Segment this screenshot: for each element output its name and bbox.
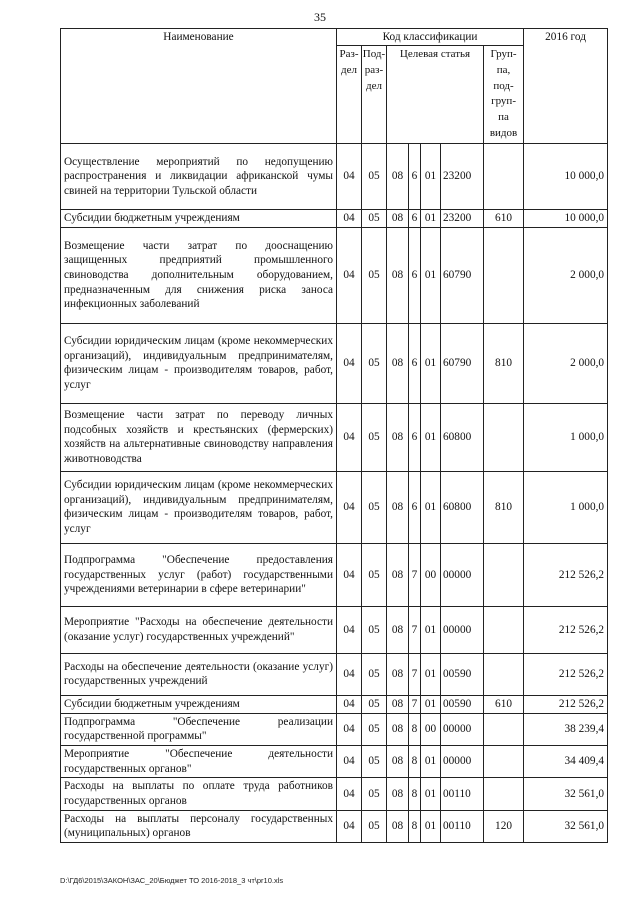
row-name: Осуществление мероприятий по недопущению распространения и ликвидации африканской чумы свиней на территории Тульской области bbox=[61, 144, 337, 210]
row-subsection: 05 bbox=[362, 471, 387, 543]
row-target-program: 08 bbox=[387, 543, 409, 606]
row-target-activity: 01 bbox=[421, 810, 441, 842]
row-section: 04 bbox=[337, 778, 362, 810]
row-target-direction: 00000 bbox=[441, 745, 484, 777]
row-target-direction: 00000 bbox=[441, 606, 484, 653]
row-target-subprogram: 7 bbox=[409, 695, 421, 713]
table-row bbox=[61, 713, 608, 745]
row-target-program: 08 bbox=[387, 471, 409, 543]
row-target-direction: 00110 bbox=[441, 810, 484, 842]
row-expense-group bbox=[484, 227, 524, 323]
row-name: Субсидии бюджетным учреждениям bbox=[61, 210, 337, 228]
row-target-program: 08 bbox=[387, 653, 409, 695]
row-target-activity: 01 bbox=[421, 323, 441, 403]
row-target-program: 08 bbox=[387, 778, 409, 810]
row-name: Подпрограмма "Обеспечение реализации государственной программы" bbox=[61, 713, 337, 745]
row-section: 04 bbox=[337, 606, 362, 653]
row-amount: 212 526,2 bbox=[524, 695, 608, 713]
row-section: 04 bbox=[337, 695, 362, 713]
row-target-activity: 01 bbox=[421, 653, 441, 695]
row-expense-group: 120 bbox=[484, 810, 524, 842]
table-row bbox=[61, 695, 608, 713]
table-row bbox=[61, 471, 608, 543]
row-target-program: 08 bbox=[387, 210, 409, 228]
row-target-direction: 23200 bbox=[441, 144, 484, 210]
row-target-program: 08 bbox=[387, 713, 409, 745]
row-target-program: 08 bbox=[387, 144, 409, 210]
row-target-subprogram: 8 bbox=[409, 745, 421, 777]
row-amount: 1 000,0 bbox=[524, 403, 608, 471]
row-amount: 212 526,2 bbox=[524, 606, 608, 653]
row-expense-group bbox=[484, 745, 524, 777]
row-expense-group bbox=[484, 653, 524, 695]
row-expense-group bbox=[484, 543, 524, 606]
table-row bbox=[61, 323, 608, 403]
row-target-direction: 00590 bbox=[441, 695, 484, 713]
table-row bbox=[61, 227, 608, 323]
row-target-activity: 01 bbox=[421, 210, 441, 228]
row-target-direction: 60790 bbox=[441, 227, 484, 323]
row-target-program: 08 bbox=[387, 403, 409, 471]
table-row bbox=[61, 745, 608, 777]
row-target-direction: 00000 bbox=[441, 543, 484, 606]
row-target-program: 08 bbox=[387, 695, 409, 713]
table-row bbox=[61, 144, 608, 210]
row-target-direction: 00110 bbox=[441, 778, 484, 810]
row-target-program: 08 bbox=[387, 227, 409, 323]
row-target-subprogram: 6 bbox=[409, 403, 421, 471]
row-expense-group bbox=[484, 713, 524, 745]
row-target-subprogram: 7 bbox=[409, 543, 421, 606]
row-target-subprogram: 8 bbox=[409, 713, 421, 745]
row-target-program: 08 bbox=[387, 606, 409, 653]
row-target-subprogram: 6 bbox=[409, 323, 421, 403]
row-target-direction: 60790 bbox=[441, 323, 484, 403]
row-target-direction: 00000 bbox=[441, 713, 484, 745]
row-subsection: 05 bbox=[362, 653, 387, 695]
header-section: Раз- дел bbox=[337, 45, 362, 144]
row-amount: 2 000,0 bbox=[524, 227, 608, 323]
row-name: Расходы на выплаты персоналу государственных (муниципальных) органов bbox=[61, 810, 337, 842]
row-target-activity: 00 bbox=[421, 713, 441, 745]
row-target-subprogram: 7 bbox=[409, 606, 421, 653]
row-section: 04 bbox=[337, 323, 362, 403]
page-number: 35 bbox=[314, 10, 326, 24]
row-amount: 212 526,2 bbox=[524, 543, 608, 606]
row-amount: 10 000,0 bbox=[524, 144, 608, 210]
row-target-direction: 60800 bbox=[441, 403, 484, 471]
row-target-direction: 00590 bbox=[441, 653, 484, 695]
row-amount: 32 561,0 bbox=[524, 778, 608, 810]
row-section: 04 bbox=[337, 745, 362, 777]
table-body bbox=[61, 144, 608, 843]
row-subsection: 05 bbox=[362, 606, 387, 653]
row-target-activity: 00 bbox=[421, 543, 441, 606]
row-target-program: 08 bbox=[387, 745, 409, 777]
row-expense-group: 810 bbox=[484, 323, 524, 403]
row-name: Мероприятие "Обеспечение деятельности государственных органов" bbox=[61, 745, 337, 777]
header-name: Наименование bbox=[61, 29, 337, 144]
row-target-subprogram: 8 bbox=[409, 778, 421, 810]
row-name: Субсидии бюджетным учреждениям bbox=[61, 695, 337, 713]
row-subsection: 05 bbox=[362, 227, 387, 323]
row-section: 04 bbox=[337, 144, 362, 210]
row-name: Возмещение части затрат по дооснащению защищенных предприятий промышленного свиноводства дополнительным оборудованием, предназначенным для снижения риска заноса инфекционных заболеваний bbox=[61, 227, 337, 323]
row-target-activity: 01 bbox=[421, 606, 441, 653]
row-amount: 34 409,4 bbox=[524, 745, 608, 777]
row-subsection: 05 bbox=[362, 778, 387, 810]
row-expense-group bbox=[484, 606, 524, 653]
row-target-subprogram: 6 bbox=[409, 144, 421, 210]
table-row bbox=[61, 653, 608, 695]
row-section: 04 bbox=[337, 653, 362, 695]
row-section: 04 bbox=[337, 810, 362, 842]
row-section: 04 bbox=[337, 403, 362, 471]
header-group: Груп- па, под- груп- па видов bbox=[484, 45, 524, 144]
row-name: Субсидии юридическим лицам (кроме некоммерческих организаций), индивидуальным предпринимателям, физическим лицам - производителям товаров, работ, услуг bbox=[61, 471, 337, 543]
header-target-article: Целевая статья bbox=[387, 45, 484, 144]
row-target-activity: 01 bbox=[421, 471, 441, 543]
table-row bbox=[61, 778, 608, 810]
row-target-subprogram: 7 bbox=[409, 653, 421, 695]
budget-table bbox=[60, 28, 608, 843]
row-target-activity: 01 bbox=[421, 778, 441, 810]
row-expense-group bbox=[484, 144, 524, 210]
row-target-activity: 01 bbox=[421, 144, 441, 210]
row-expense-group: 610 bbox=[484, 210, 524, 228]
row-amount: 212 526,2 bbox=[524, 653, 608, 695]
row-name: Расходы на выплаты по оплате труда работников государственных органов bbox=[61, 778, 337, 810]
table-header bbox=[61, 29, 608, 144]
header-subsection: Под- раз- дел bbox=[362, 45, 387, 144]
row-subsection: 05 bbox=[362, 713, 387, 745]
row-subsection: 05 bbox=[362, 403, 387, 471]
row-name: Мероприятие "Расходы на обеспечение деятельности (оказание услуг) государственных учреждений" bbox=[61, 606, 337, 653]
row-amount: 1 000,0 bbox=[524, 471, 608, 543]
header-classification: Код классификации bbox=[337, 29, 524, 46]
row-expense-group bbox=[484, 778, 524, 810]
row-section: 04 bbox=[337, 471, 362, 543]
row-target-activity: 01 bbox=[421, 227, 441, 323]
table-row bbox=[61, 543, 608, 606]
row-subsection: 05 bbox=[362, 810, 387, 842]
row-expense-group bbox=[484, 403, 524, 471]
row-subsection: 05 bbox=[362, 144, 387, 210]
row-target-program: 08 bbox=[387, 810, 409, 842]
row-subsection: 05 bbox=[362, 745, 387, 777]
row-amount: 38 239,4 bbox=[524, 713, 608, 745]
row-name: Подпрограмма "Обеспечение предоставления государственных услуг (работ) государственными учреждениями ветеринарии в сфере ветеринарии" bbox=[61, 543, 337, 606]
table-row bbox=[61, 210, 608, 228]
row-amount: 32 561,0 bbox=[524, 810, 608, 842]
row-target-subprogram: 6 bbox=[409, 227, 421, 323]
row-section: 04 bbox=[337, 210, 362, 228]
row-name: Возмещение части затрат по переводу личных подсобных хозяйств и крестьянских (фермерских) хозяйств на альтернативные свиноводству направления животноводства bbox=[61, 403, 337, 471]
row-section: 04 bbox=[337, 713, 362, 745]
row-target-direction: 23200 bbox=[441, 210, 484, 228]
row-amount: 10 000,0 bbox=[524, 210, 608, 228]
row-section: 04 bbox=[337, 227, 362, 323]
table-row bbox=[61, 810, 608, 842]
row-expense-group: 810 bbox=[484, 471, 524, 543]
row-target-activity: 01 bbox=[421, 403, 441, 471]
row-name: Субсидии юридическим лицам (кроме некоммерческих организаций), индивидуальным предпринимателям, физическим лицам - производителям товаров, работ, услуг bbox=[61, 323, 337, 403]
row-target-direction: 60800 bbox=[441, 471, 484, 543]
row-amount: 2 000,0 bbox=[524, 323, 608, 403]
footer-file-path: D:\ГД6\2015\ЗАКОН\ЗАС_20\Бюджет ТО 2016-2018_3 чт\pr10.xls bbox=[60, 876, 284, 885]
row-subsection: 05 bbox=[362, 543, 387, 606]
row-target-subprogram: 6 bbox=[409, 210, 421, 228]
row-target-activity: 01 bbox=[421, 695, 441, 713]
row-subsection: 05 bbox=[362, 323, 387, 403]
table-row bbox=[61, 403, 608, 471]
row-target-subprogram: 6 bbox=[409, 471, 421, 543]
row-subsection: 05 bbox=[362, 210, 387, 228]
table-row bbox=[61, 606, 608, 653]
row-expense-group: 610 bbox=[484, 695, 524, 713]
row-target-activity: 01 bbox=[421, 745, 441, 777]
row-subsection: 05 bbox=[362, 695, 387, 713]
row-section: 04 bbox=[337, 543, 362, 606]
row-name: Расходы на обеспечение деятельности (оказание услуг) государственных учреждений bbox=[61, 653, 337, 695]
row-target-program: 08 bbox=[387, 323, 409, 403]
header-year: 2016 год bbox=[524, 29, 608, 144]
row-target-subprogram: 8 bbox=[409, 810, 421, 842]
